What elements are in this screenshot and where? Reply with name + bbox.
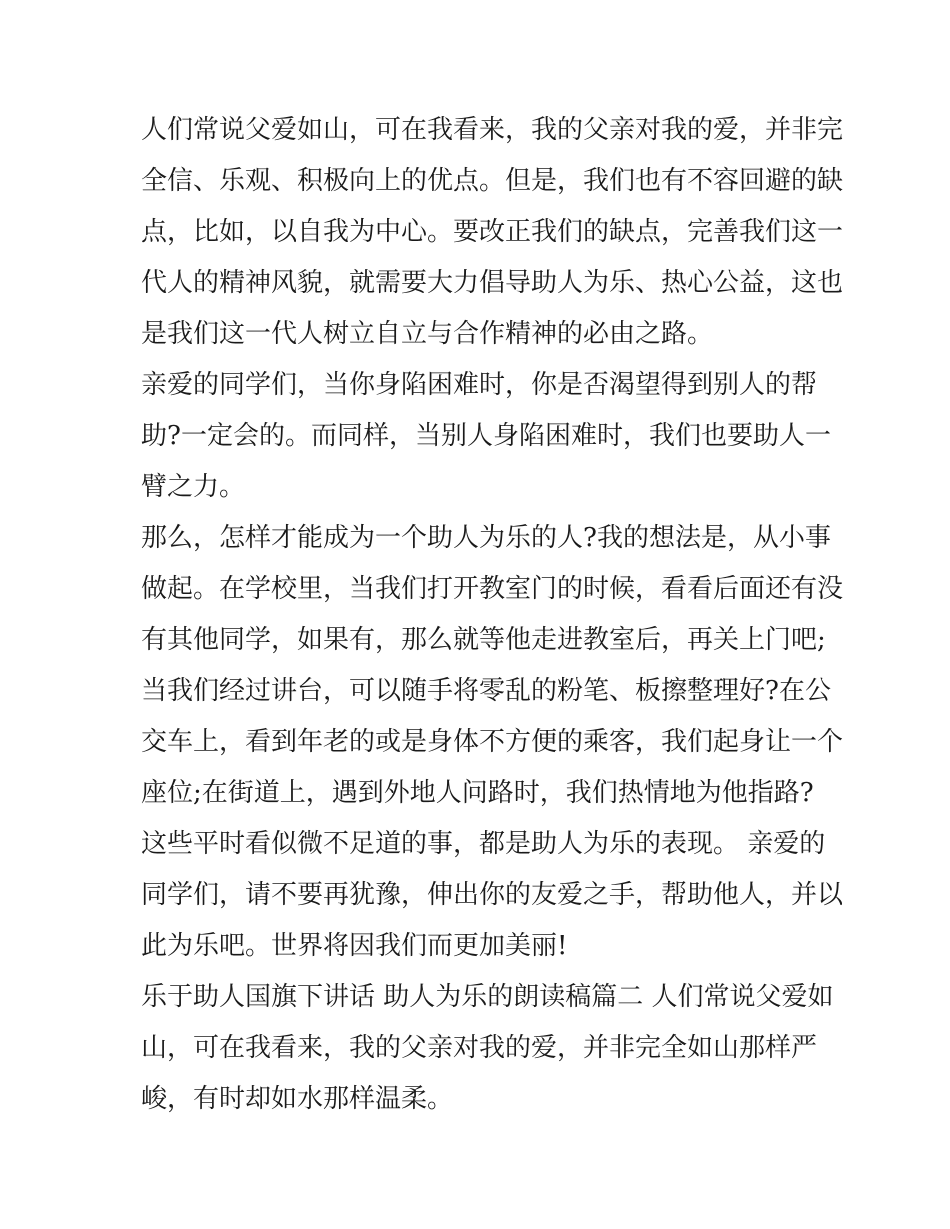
text-line-12: 当我们经过讲台，可以随手将零乱的粉笔、板擦整理好?在公 bbox=[141, 676, 831, 706]
text-line-7: 助?一定会的。而同样，当别人身陷困难时，我们也要助人一 bbox=[141, 421, 831, 451]
text-line-9: 那么，怎样才能成为一个助人为乐的人?我的想法是，从小事 bbox=[141, 523, 831, 553]
text-line-5: 是我们这一代人树立自立与合作精神的必由之路。 bbox=[141, 319, 714, 349]
text-line-19: 山，可在我看来，我的父亲对我的爱，并非完全如山那样严 bbox=[141, 1033, 818, 1063]
body-text bbox=[141, 105, 844, 1125]
text-line-10: 做起。在学校里，当我们打开教室门的时候，看看后面还有没 bbox=[141, 574, 844, 604]
text-line-20: 峻，有时却如水那样温柔。 bbox=[141, 1084, 454, 1114]
text-line-15: 这些平时看似微不足道的事，都是助人为乐的表现。 亲爱的 bbox=[141, 829, 826, 859]
text-line-13: 交车上，看到年老的或是身体不方便的乘客，我们起身让一个 bbox=[141, 727, 844, 757]
text-line-4: 代人的精神风貌，就需要大力倡导助人为乐、热心公益，这也 bbox=[141, 268, 844, 298]
text-line-3: 点，比如，以自我为中心。要改正我们的缺点，完善我们这一 bbox=[141, 217, 844, 247]
text-line-6: 亲爱的同学们，当你身陷困难时，你是否渴望得到别人的帮 bbox=[141, 370, 818, 400]
text-line-8: 臂之力。 bbox=[141, 472, 246, 502]
text-line-1: 人们常说父爱如山，可在我看来，我的父亲对我的爱，并非完 bbox=[141, 115, 844, 145]
text-line-14: 座位;在街道上，遇到外地人问路时，我们热情地为他指路? bbox=[141, 778, 814, 808]
text-line-2: 全信、乐观、积极向上的优点。但是，我们也有不容回避的缺 bbox=[141, 166, 844, 196]
text-line-18: 乐于助人国旗下讲话 助人为乐的朗读稿篇二 人们常说父爱如 bbox=[141, 982, 834, 1012]
text-line-17: 此为乐吧。世界将因我们而更加美丽! bbox=[141, 931, 568, 961]
text-line-11: 有其他同学，如果有，那么就等他走进教室后，再关上门吧; bbox=[141, 625, 826, 655]
text-line-16: 同学们，请不要再犹豫，伸出你的友爱之手，帮助他人，并以 bbox=[141, 880, 844, 910]
